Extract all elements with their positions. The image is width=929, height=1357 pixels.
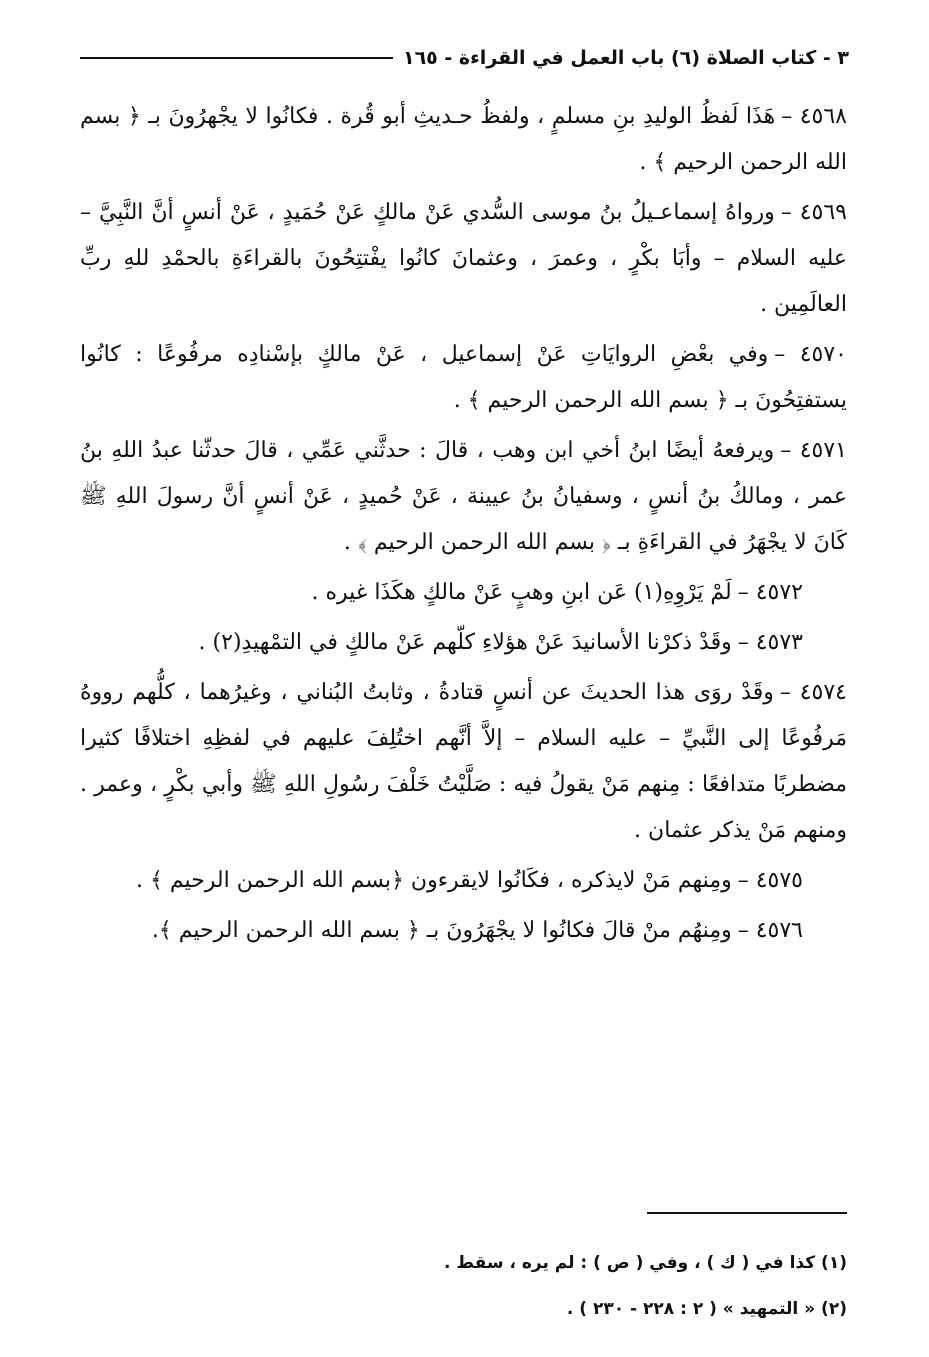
paragraph-text: ومِنهم مَنْ لايذكره ، فكَانُوا لايقرءون ﴿بسم الله الرحمن الرحيم ﴾ . xyxy=(136,868,732,893)
paragraph-number: ٤٥٧٦ – xyxy=(737,918,803,943)
paragraph-4569 xyxy=(80,190,847,328)
paragraph-number: ٤٥٧٠ – xyxy=(774,342,847,367)
paragraph-text: وقَدْ ذكرْنا الأسانيدَ عَنْ هؤلاءِ كلّهم عَنْ مالكٍ في التمْهيدِ(٢) . xyxy=(198,630,732,655)
paragraph-text: ويرفعهُ أيضًا ابنُ أخي ابن وهب ، قالَ : حدثَّني عَمِّي ، قالَ حدثّنا عبدُ اللهِ بنُ عمر ، ومالكُ بنُ أنسٍ ، وسفيانُ بنُ عيينة ، عَنْ حُميدٍ ، عَنْ أنسٍ أنَّ رسولَ اللهِ ﷺ كَانَ لا يجْهَرُ في القراءَةِ بـ ﴿ بسم الله الرحمن الرحيم ﴾ . xyxy=(80,438,847,555)
paragraph-4568 xyxy=(80,94,847,186)
paragraph-4571 xyxy=(80,428,847,566)
footnote-separator xyxy=(647,1212,847,1214)
header-title: ٣ - كتاب الصلاة (٦) باب العمل في القراءة - ١٦٥ xyxy=(402,47,849,69)
paragraph-text: لَمْ يَرْوِهِ(١) عَن ابنِ وهبٍ عَنْ مالكٍ هكَذَا غيره . xyxy=(311,580,732,605)
paragraph-number: ٤٥٧٢ – xyxy=(737,580,803,605)
paragraph-number: ٤٥٦٩ – xyxy=(780,200,847,225)
paragraph-4575 xyxy=(80,858,847,904)
paragraph-number: ٤٥٧١ – xyxy=(780,438,847,463)
paragraph-4576 xyxy=(80,908,847,954)
running-header xyxy=(80,38,849,78)
paragraph-number: ٤٥٧٣ – xyxy=(737,630,803,655)
footnote-2: (٢) « التمهيد » ( ٢ : ٢٢٨ - ٢٣٠ ) . xyxy=(566,1299,847,1319)
footnotes xyxy=(80,1240,847,1332)
paragraph-number: ٤٥٧٤ – xyxy=(779,680,847,705)
header-rule xyxy=(80,57,393,59)
paragraph-text: وقَدْ روَى هذا الحديثَ عن أنسٍ قتادةُ ، وثابتُ البُناني ، وغيرُهما ، كلُّهم رووهُ مَرفُوعًا إلى النَّبيِّ – عليه السلام – إلاَّ أنَّهم اختُلِفَ عليهم في لفظِهِ اختلافًا كثيرا مضطربًا متدافعًا : مِنهم مَنْ يقولُ فيه : صَلَّيْتُ خَلْفَ رسُولِ اللهِ ﷺ وأبي بكْرٍ ، وعمر . ومنهم مَنْ يذكر عثمان . xyxy=(80,680,847,843)
paragraph-4574 xyxy=(80,670,847,854)
main-text xyxy=(80,94,847,958)
paragraph-4573 xyxy=(80,620,847,666)
paragraph-text: هَذَا لَفظُ الوليدِ بنِ مسلمٍ ، ولفظُ حـديثِ أبو قُرة . فكانُوا لا يجْهرُونَ بـ ﴿ بسم الله الرحمن الرحيم ﴾ . xyxy=(80,104,847,175)
paragraph-4572 xyxy=(80,570,847,616)
paragraph-text: ورواهُ إسماعـيلُ بنُ موسى السُّدي عَنْ مالكٍ عَنْ حُمَيدٍ ، عَنْ أنسٍ أنَّ النَّبِيَّ – عليه السلام – وأبَا بكْرٍ ، وعمرَ ، وعثمانَ كانُوا يفْتتِحُونَ بالقراءَةِ بالحمْدِ للهِ ربِّ العالَمِين . xyxy=(80,200,847,317)
footnote-1: (١) كذا في ( ك ) ، وفي ( ص ) : لم يره ، سقط . xyxy=(444,1253,847,1273)
paragraph-number: ٤٥٧٥ – xyxy=(737,868,803,893)
paragraph-number: ٤٥٦٨ – xyxy=(781,104,847,129)
paragraph-text: ومِنهُم منْ قالَ فكانُوا لا يجْهَرُونَ بـ ﴿ بسم الله الرحمن الرحيم ﴾. xyxy=(151,918,732,943)
paragraph-4570 xyxy=(80,332,847,424)
paragraph-text: وفي بعْضِ الروايَاتِ عَنْ إسماعيل ، عَنْ مالكٍ بإسْنادِه مرفُوعًا : كانُوا يستفتِحُونَ بـ ﴿ بسم الله الرحمن الرحيم ﴾ . xyxy=(80,342,847,413)
